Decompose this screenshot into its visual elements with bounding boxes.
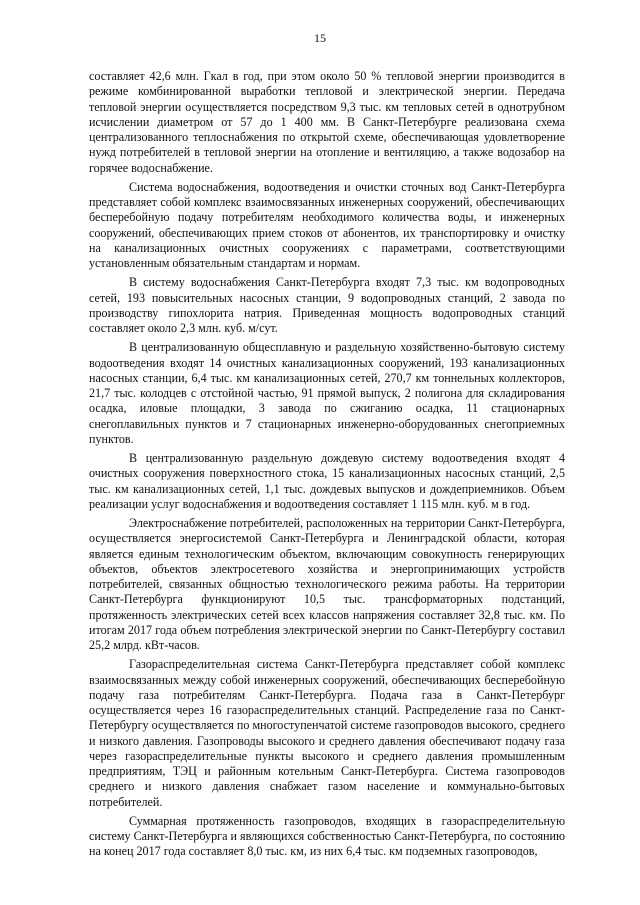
paragraph-electricity-supply: Электроснабжение потребителей, расположенных на территории Санкт-Петербурга, осуществляется энергосистемой Санкт-Петербурга и Ленинградской области, которая является единым технологическим объектом, включающим совокупность генерирующих объектов, объектов электросетевого хозяйства и энергопринимающих устройств потребителей, связанных общностью технологического режима работы. На территории Санкт-Петербурга функционируют 10,5 тыс. трансформаторных подстанций, протяженность электрических сетей всех классов напряжения составляет 32,8 тыс. км. По итогам 2017 года объем потребления электрической энергии по Санкт-Петербургу составил 25,2 млрд. кВт-часов. (89, 516, 565, 652)
document-body (89, 69, 565, 864)
paragraph-gas-pipelines-length: Суммарная протяженность газопроводов, входящих в газораспределительную систему Санкт-Петербурга и являющихся собственностью Санкт-Петербурга, по состоянию на конец 2017 года составляет 8,0 тыс. км, из них 6,4 тыс. км подземных газопроводов, (89, 813, 565, 859)
page-number: 15 (314, 31, 326, 45)
paragraph-gas-distribution: Газораспределительная система Санкт-Петербурга представляет собой комплекс взаимосвязанных между собой инженерных сооружений, обеспечивающих бесперебойную подачу газа потребителям Санкт-Петербурга. Подача газа в Санкт-Петербург осуществляется через 16 газораспределительных станций. Распределение газа по Санкт-Петербургу осуществляется по многоступенчатой системе газопроводов высокого, среднего и низкого давления. Газопроводы высокого и среднего давления обеспечивают подачу газа через газораспределительные пункты высокого и среднего давления промышленным предприятиям, ТЭЦ и районным котельным Санкт-Петербурга. Система газопроводов среднего и низкого давления снабжает газом население и коммунально-бытовых потребителей. (89, 657, 565, 809)
paragraph-heat-supply-continued: составляет 42,6 млн. Гкал в год, при этом около 50 % тепловой энергии производится в режиме комбинированной выработки тепловой и электрической энергии. Передача тепловой энергии осуществляется посредством 9,3 тыс. км тепловых сетей в однотрубном исчислении диаметром от 57 до 1 400 мм. В Санкт-Петербурге реализована схема централизованного теплоснабжения по открытой схеме, обеспечивающая удовлетворение нужд потребителей в тепловой энергии на отопление и вентиляцию, а также водозабор на горячее водоснабжение. (89, 69, 565, 175)
paragraph-storm-drainage: В централизованную раздельную дождевую систему водоотведения входят 4 очистных сооружения поверхностного стока, 15 канализационных насосных станций, 2,5 тыс. км канализационных сетей, 1,1 тыс. дождевых выпусков и дождеприемников. Объем реализации услуг водоснабжения и водоотведения составляет 1 115 млн. куб. м в год. (89, 451, 565, 511)
paragraph-sewerage-system: В централизованную общесплавную и раздельную хозяйственно-бытовую систему водоотведения входят 14 очистных канализационных сооружений, 193 канализационных насосных станции, 6,4 тыс. км канализационных сетей, 270,7 км тоннельных коллекторов, 21,7 тыс. колодцев с отстойной частью, 91 прямой выпуск, 2 полигона для складирования осадка, иловые площадки, 3 завода по сжиганию осадка, 11 стационарных снегоплавильных пунктов и 7 стационарных инженерно-оборудованных снегоприемных пунктов. (89, 340, 565, 446)
paragraph-water-supply: В систему водоснабжения Санкт-Петербурга входят 7,3 тыс. км водопроводных сетей, 193 повысительных насосных станции, 9 водопроводных станций, 2 завода по производству гипохлорита натрия. Приведенная мощность водопроводных станций составляет около 2,3 млн. куб. м/сут. (89, 275, 565, 335)
paragraph-water-system-overview: Система водоснабжения, водоотведения и очистки сточных вод Санкт-Петербурга представляет собой комплекс взаимосвязанных инженерных сооружений, обеспечивающих бесперебойную подачу потребителям необходимого количества воды, и инженерных сооружений, обеспечивающих прием стоков от абонентов, их транспортировку и очистку на канализационных очистных сооружениях с параметрами, соответствующими установленным обязательным стандартам и нормам. (89, 179, 565, 270)
